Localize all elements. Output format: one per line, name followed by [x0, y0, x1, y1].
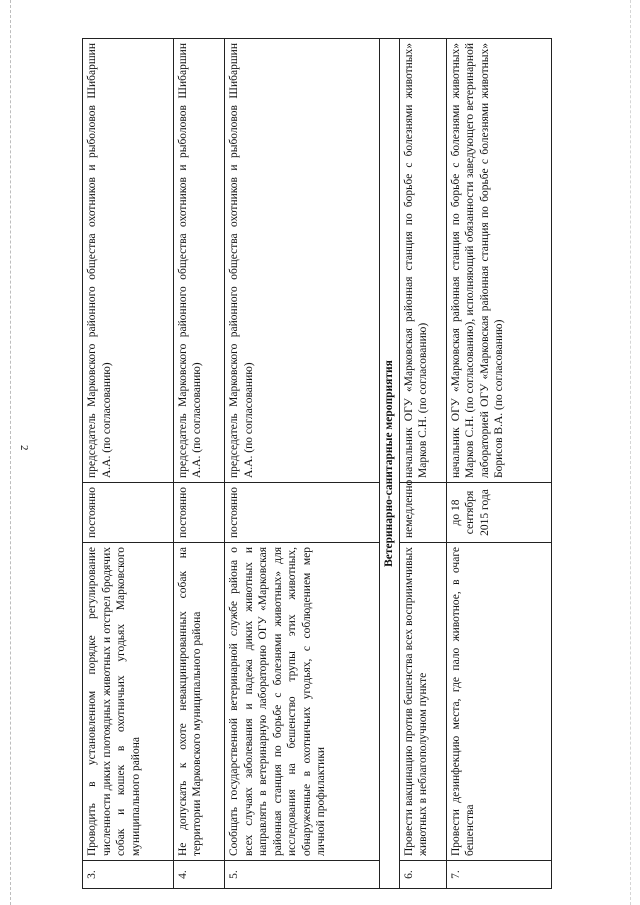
row-deadline: немедленно [399, 483, 446, 543]
row-number: 7. [446, 861, 551, 889]
row-number: 5. [225, 861, 379, 889]
row-number: 6. [399, 861, 446, 889]
row-deadline: до 18 сентября 2015 года [446, 483, 551, 543]
table-row [83, 39, 174, 889]
row-task: Проводить в установленном порядке регулирование численности диких плотоядных животных и отстрел бродячих собак и кошек в охотничьих угодьях Марковского муниципального района [83, 543, 174, 861]
section-header: Ветеринарно-санитарные мероприятия [379, 39, 399, 889]
measures-table-body [83, 39, 552, 889]
row-task: Сообщать государственной ветеринарной службе района о всех случаях заболевания и падежа диких животных и направлять в ветеринарную лабораторию ОГУ «Марковская районная станция по борьбе с болезнями животных» для исследования на бешенство трупы этих животных, обнаруженные в охотничьих угодьях, с соблюдением мер личной профилактики [225, 543, 379, 861]
rotated-page [82, 39, 552, 889]
row-responsible: начальник ОГУ «Марковская районная станция по борьбе с болезнями животных» Марков С.Н. (по согласованию), исполняющий обязанности заведующего ветеринарной лабораторией ОГУ «Марковская районная станция по борьбе с болезнями животных» Борисов В.А. (по согласованию) [446, 39, 551, 483]
page-number: 2 [18, 445, 30, 451]
row-responsible: начальник ОГУ «Марковская районная станция по борьбе с болезнями животных» Марков С.Н. (по согласованию) [399, 39, 446, 483]
measures-table [82, 38, 552, 889]
row-number: 4. [173, 861, 224, 889]
row-responsible: председатель Марковского районного общества охотников и рыболовов Шибаршин А.А. (по согласованию) [173, 39, 224, 483]
row-deadline: постоянно [83, 483, 174, 543]
table-row [173, 39, 224, 889]
row-task: Не допускать к охоте невакцинированных собак на территории Марковского муниципального района [173, 543, 224, 861]
row-responsible: председатель Марковского районного общества охотников и рыболовов Шибаршин А.А. (по согласованию) [83, 39, 174, 483]
scan-edge-right [630, 0, 631, 905]
scan-edge-left [10, 0, 11, 905]
row-responsible: председатель Марковского районного общества охотников и рыболовов Шибаршин А.А. (по согласованию) [225, 39, 379, 483]
table-row [399, 39, 446, 889]
table-row [225, 39, 379, 889]
row-deadline: постоянно [225, 483, 379, 543]
table-row [446, 39, 551, 889]
row-task: Провести дезинфекцию места, где пало животное, в очаге бешенства [446, 543, 551, 861]
row-number: 3. [83, 861, 174, 889]
section-header-row [379, 39, 399, 889]
row-deadline: постоянно [173, 483, 224, 543]
row-task: Провести вакцинацию против бешенства всех восприимчивых животных в неблагополучном пункте [399, 543, 446, 861]
